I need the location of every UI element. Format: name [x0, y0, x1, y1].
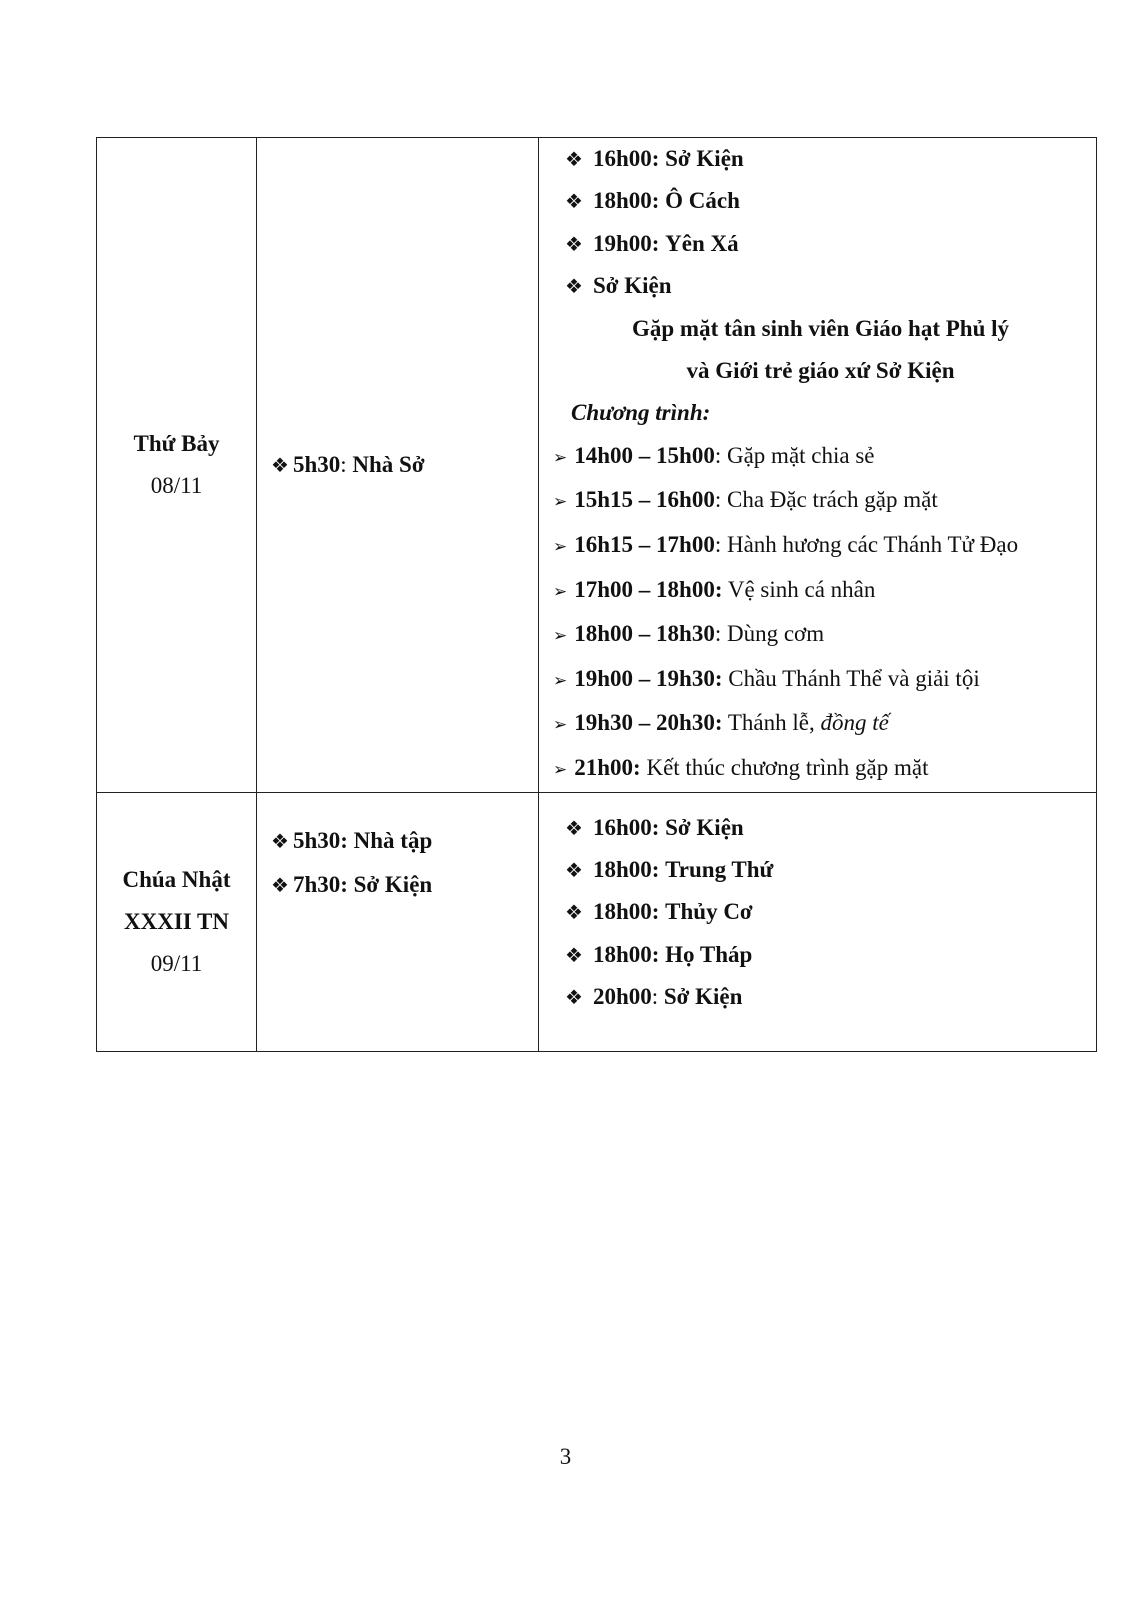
- event-item: ❖ 19h00: Yên Xá: [565, 230, 739, 256]
- day-name: XXXII TN: [123, 908, 230, 934]
- schedule-row: [97, 138, 1097, 793]
- arrow-bullet-icon: ➢: [553, 760, 568, 780]
- program-label: Chương trình:: [571, 400, 711, 426]
- diamond-bullet-icon: ❖: [565, 985, 583, 1010]
- diamond-bullet-icon: ❖: [565, 815, 583, 840]
- diamond-bullet-icon: ❖: [565, 231, 583, 256]
- event-heading: Gặp mặt tân sinh viên Giáo hạt Phủ lý: [631, 315, 1010, 341]
- diamond-bullet-icon: ❖: [565, 942, 583, 967]
- diamond-bullet-icon: ❖: [565, 900, 583, 925]
- diamond-bullet-icon: ❖: [271, 452, 289, 477]
- arrow-bullet-icon: ➢: [553, 715, 568, 736]
- event-item: ❖ 18h00: Trung Thứ: [565, 857, 774, 882]
- diamond-bullet-icon: ❖: [271, 828, 289, 853]
- event-item: ❖ 18h00: Thủy Cơ: [565, 899, 753, 925]
- day-name: Thứ Bảy: [133, 430, 220, 456]
- diamond-bullet-icon: ❖: [565, 189, 583, 214]
- day-cell: [97, 138, 257, 793]
- program-item: ➢ 16h15 – 17h00: Hành hương các Thánh Tử Đạo: [553, 532, 1019, 558]
- day-date: 09/11: [150, 950, 203, 976]
- events-cell: [539, 792, 1097, 1051]
- program-item: ➢ 14h00 – 15h00: Gặp mặt chia sẻ: [553, 442, 875, 468]
- day-date: 08/11: [150, 472, 203, 498]
- morning-cell: [257, 138, 539, 793]
- events-cell: [539, 138, 1097, 793]
- event-item: ❖ 16h00: Sở Kiện: [565, 146, 744, 171]
- arrow-bullet-icon: ➢: [553, 581, 568, 602]
- program-item: ➢ 17h00 – 18h00: Vệ sinh cá nhân: [553, 576, 876, 602]
- program-item: ➢ 19h30 – 20h30: Thánh lễ, đồng tế: [553, 710, 889, 736]
- schedule-table: [96, 137, 1097, 1052]
- program-item: ➢ 21h00: Kết thúc chương trình gặp mặt: [553, 755, 929, 780]
- arrow-bullet-icon: ➢: [553, 537, 568, 558]
- event-item: ❖ 20h00: Sở Kiện: [565, 984, 743, 1010]
- program-item: ➢ 15h15 – 16h00: Cha Đặc trách gặp mặt: [553, 487, 938, 513]
- morning-cell: [257, 792, 539, 1051]
- morning-item: ❖ 5h30: Nhà tập: [271, 827, 433, 853]
- program-item: ➢ 18h00 – 18h30: Dùng cơm: [553, 621, 825, 647]
- program-item: ➢ 19h00 – 19h30: Chầu Thánh Thể và giải tội: [553, 665, 980, 691]
- arrow-bullet-icon: ➢: [553, 447, 568, 468]
- page-number: 3: [559, 1444, 572, 1469]
- diamond-bullet-icon: ❖: [565, 274, 583, 299]
- morning-item: ❖ 5h30: Nhà Sở: [271, 451, 425, 477]
- event-item: ❖ 18h00: Họ Tháp: [565, 941, 753, 967]
- morning-item: ❖ 7h30: Sở Kiện: [271, 871, 433, 897]
- arrow-bullet-icon: ➢: [553, 670, 568, 691]
- event-heading: và Giới trẻ giáo xứ Sở Kiện: [686, 358, 955, 384]
- day-name: Chúa Nhật: [122, 866, 231, 892]
- event-item: ❖ Sở Kiện: [565, 273, 672, 299]
- diamond-bullet-icon: ❖: [565, 858, 583, 882]
- arrow-bullet-icon: ➢: [553, 492, 568, 513]
- event-item: ❖ 18h00: Ô Cách: [565, 188, 740, 214]
- diamond-bullet-icon: ❖: [565, 147, 583, 171]
- diamond-bullet-icon: ❖: [271, 872, 289, 897]
- day-cell: [97, 792, 257, 1051]
- event-item: ❖ 16h00: Sở Kiện: [565, 814, 744, 840]
- arrow-bullet-icon: ➢: [553, 626, 568, 647]
- schedule-row: [97, 792, 1097, 1051]
